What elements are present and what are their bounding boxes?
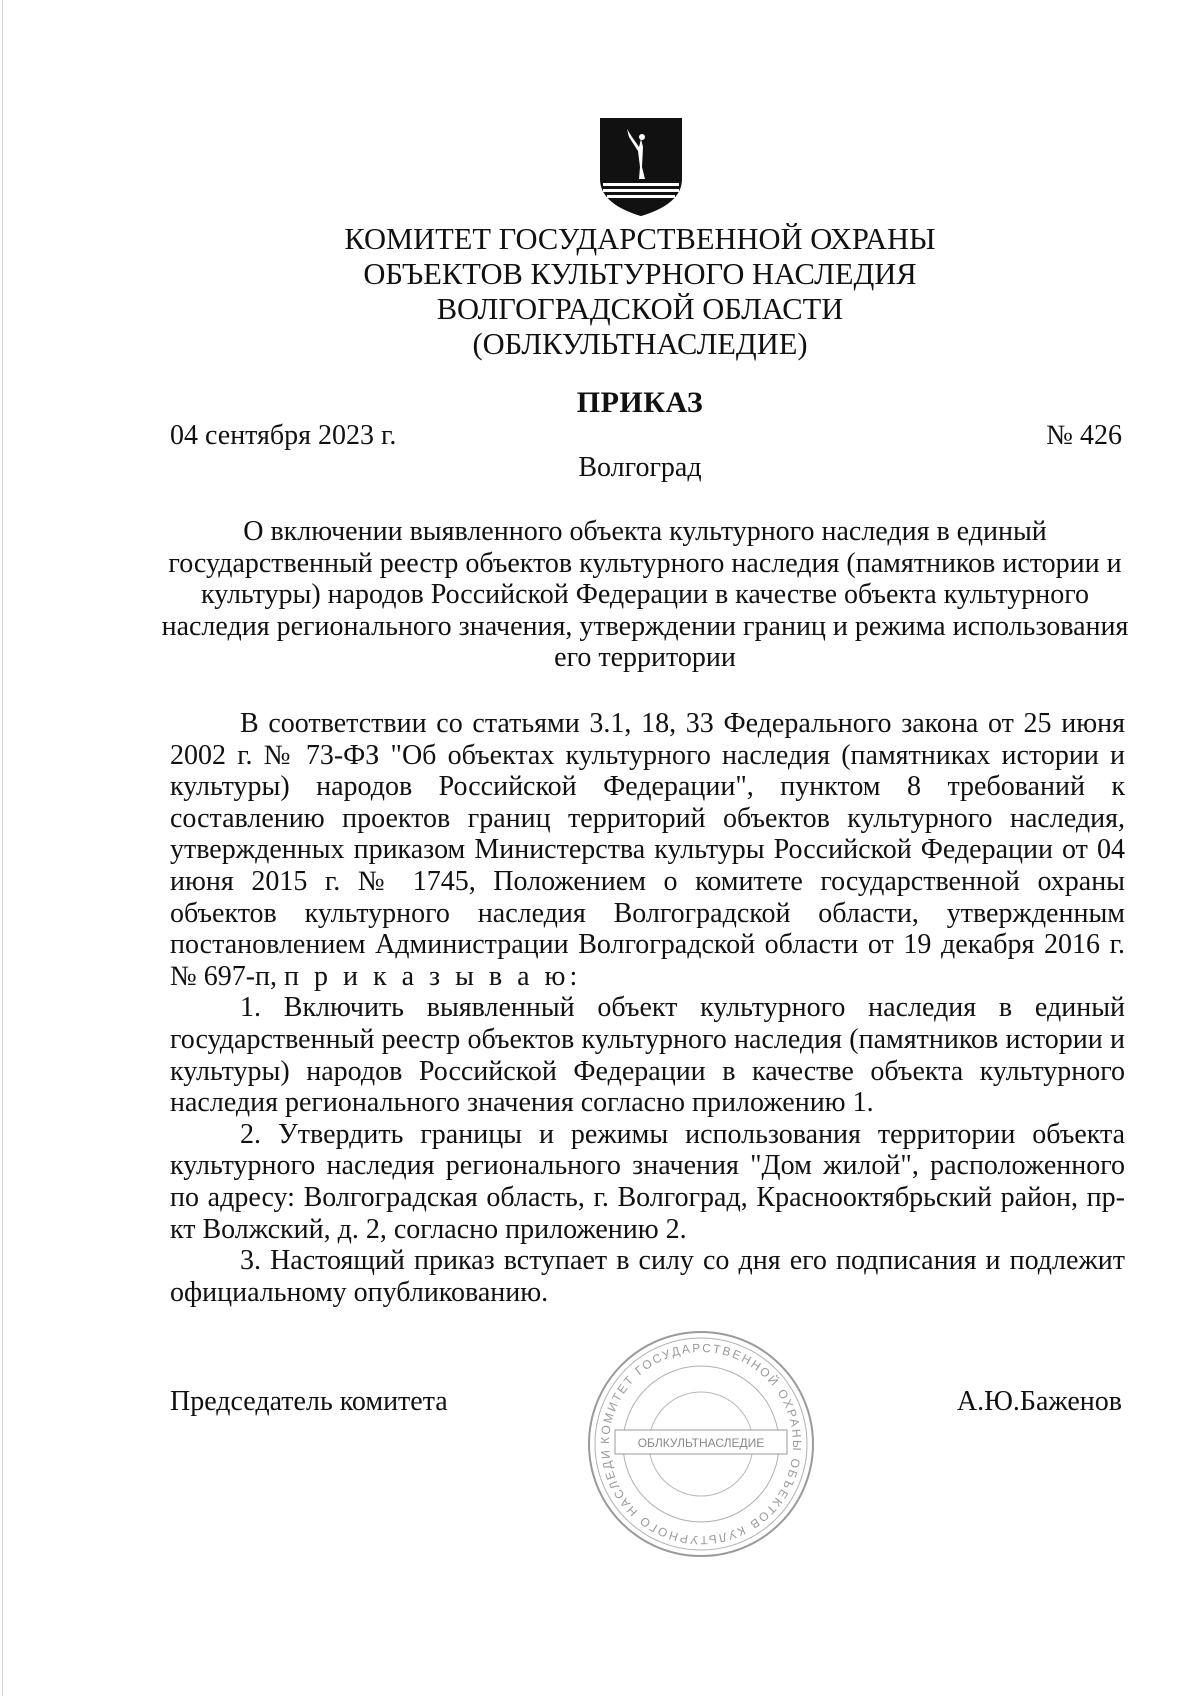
stamp-outer-text: КОМИТЕТ ГОСУДАРСТВЕННОЙ ОХРАНЫ ОБЪЕКТОВ КУЛЬТУРНОГО НАСЛЕДИ (597, 1340, 805, 1548)
preamble-text: В соответствии со статьями 3.1, 18, 33 Федерального закона от 25 июня 2002 г. № 73-ФЗ "Об объектах культурного наследия (памятниках истории и культуры) народов Российской Федерации", пунктом 8 требований к составлению проектов границ территорий объектов культурного наследия, утвержденных приказом Министерства культуры Российской Федерации от 04 июня 2015 г. № 1745, Положением о комитете государственной охраны объектов культурного наследия Волгоградской области, утвержденным постановлением Администрации Волгоградской области от 19 декабря 2016 г. № 697-п, (170, 708, 1125, 992)
document-number: № 426 (1046, 420, 1122, 451)
order-word: п р и к а з ы в а ю: (284, 960, 582, 992)
document-body (170, 708, 1125, 1308)
org-line-3: ВОЛГОГРАДСКОЙ ОБЛАСТИ (436, 292, 844, 326)
org-line-1: КОМИТЕТ ГОСУДАРСТВЕННОЙ ОХРАНЫ (344, 222, 936, 256)
org-line-2: ОБЪЕКТОВ КУЛЬТУРНОГО НАСЛЕДИЯ (363, 257, 917, 291)
stamp-center-text: ОБЛКУЛЬТНАСЛЕДИЕ (637, 1436, 765, 1450)
order-item-3: 3. Настоящий приказ вступает в силу со дня его подписания и подлежит официальному опубликованию. (170, 1245, 1125, 1308)
document-type: ПРИКАЗ (576, 386, 704, 419)
order-item-1: 1. Включить выявленный объект культурного наследия в единый государственный реестр объектов культурного наследия (памятников истории и культуры) народов Российской Федерации в качестве объекта культурного наследия регионального значения согласно приложению 1. (170, 992, 1125, 1119)
preamble-paragraph (170, 708, 1125, 992)
organization-header (300, 222, 980, 362)
signatory-name: А.Ю.Баженов (956, 1386, 1122, 1417)
official-stamp (585, 1328, 817, 1560)
document-date: 04 сентября 2023 г. (170, 420, 397, 451)
document-title: О включении выявленного объекта культурного наследия в единый государственный реестр объектов культурного наследия (памятников истории и культуры) народов Российской Федерации в качестве объекта культурного наследия регионального значения, утверждении границ и режима использования его территории (161, 516, 1129, 673)
order-item-2: 2. Утвердить границы и режимы использования территории объекта культурного наследия регионального значения "Дом жилой", расположенного по адресу: Волгоградская область, г. Волгоград, Краснооктябрьский район, пр-кт Волжский, д. 2, согласно приложению 2. (170, 1118, 1125, 1245)
signatory-position: Председатель комитета (170, 1386, 448, 1417)
org-line-4: (ОБЛКУЛЬТНАСЛЕДИЕ) (472, 327, 808, 361)
scan-edge-line (2, 0, 3, 1696)
document-city: Волгоград (578, 452, 702, 483)
volgograd-emblem-icon (599, 117, 683, 217)
